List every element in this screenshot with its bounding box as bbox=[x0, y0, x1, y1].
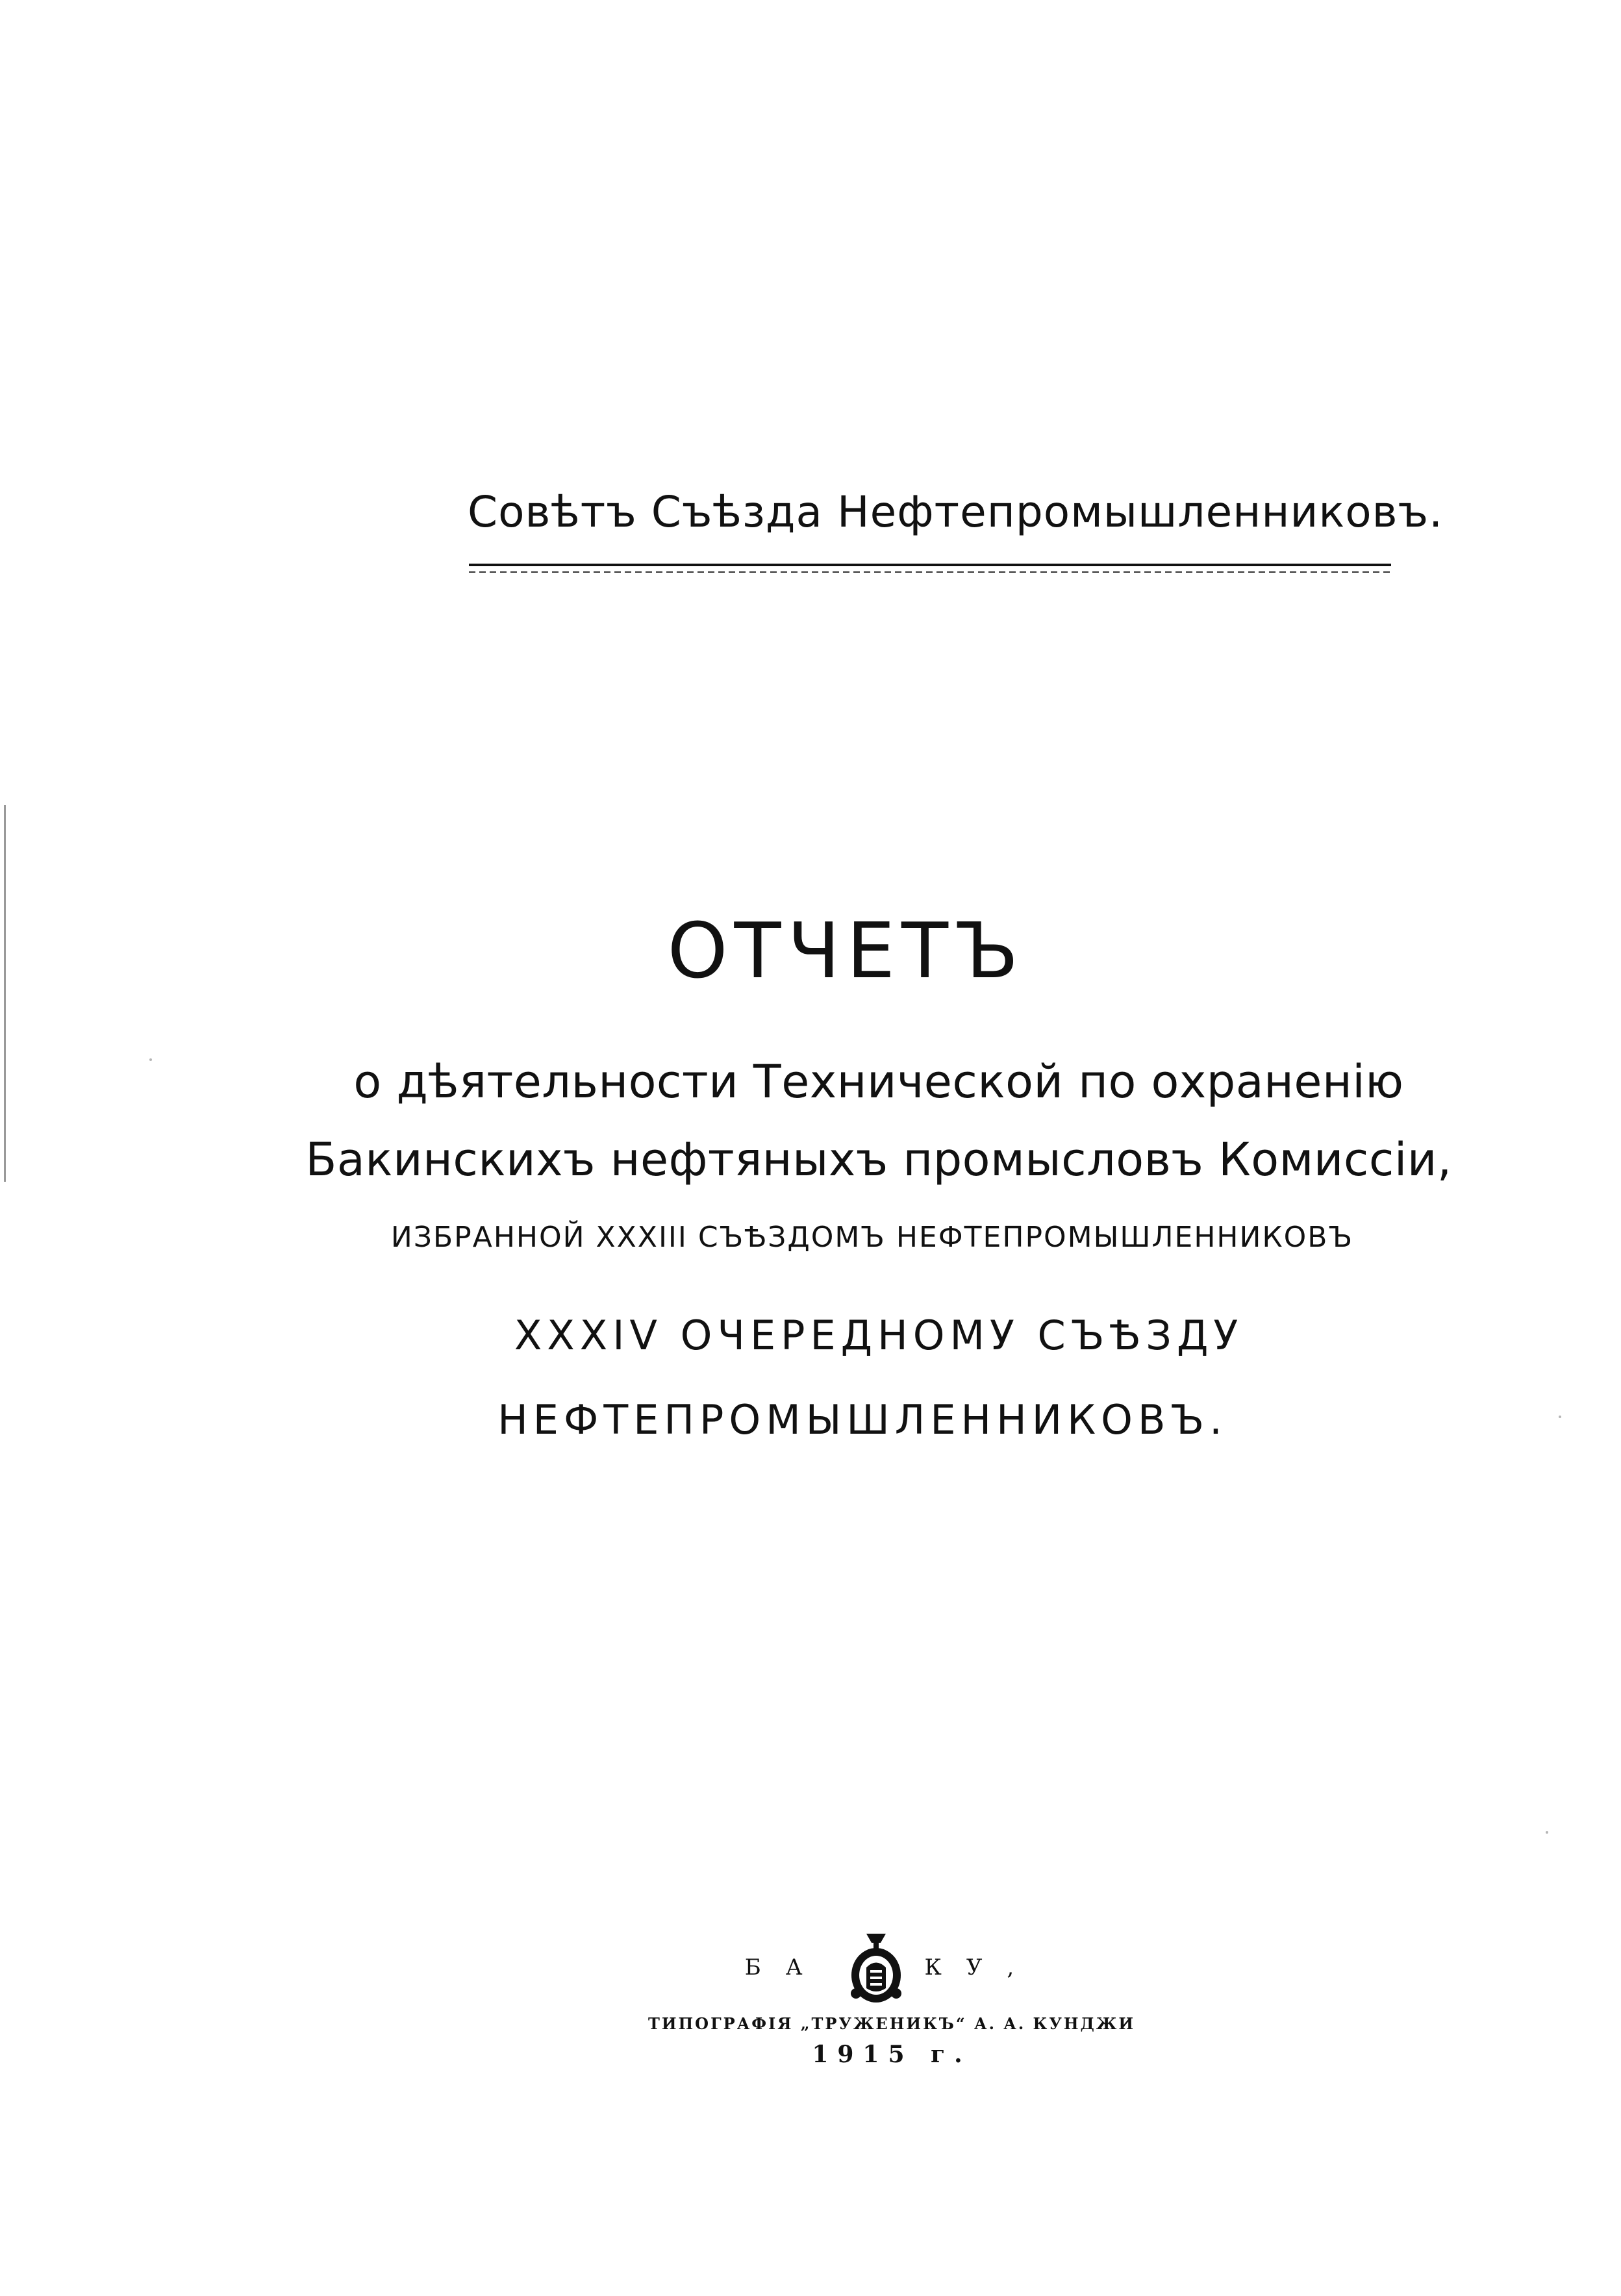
city-left: БА bbox=[744, 1954, 827, 1980]
imprint-block bbox=[0, 1922, 1621, 2068]
printer-name: ТИПОГРАФІЯ „ТРУЖЕНИКЪ“ А. А. КУНДЖИ bbox=[647, 2014, 1136, 2033]
report-heading: ОТЧЕТЪ bbox=[667, 906, 1025, 995]
council-rule-dashed bbox=[469, 571, 1391, 573]
publication-year: 1915 г. bbox=[812, 2041, 972, 2068]
addressee-line-1: XXXIV ОЧЕРЕДНОМУ СЪѢЗДУ bbox=[514, 1312, 1244, 1359]
council-name: Совѣтъ Съѣзда Нефтепромышленниковъ. bbox=[468, 487, 1444, 537]
city-right: КУ, bbox=[924, 1954, 1039, 1980]
subtitle-line-3: ИЗБРАННОЙ XXXIII СЪѢЗДОМЪ НЕФТЕПРОМЫШЛЕННИКОВЪ bbox=[390, 1221, 1354, 1254]
emblem-icon bbox=[847, 1928, 905, 2006]
addressee-line-2: НЕФТЕПРОМЫШЛЕННИКОВЪ. bbox=[497, 1396, 1227, 1443]
scan-speck bbox=[1546, 1831, 1548, 1834]
subtitle-line-1: о дѣятельности Технической по охраненію bbox=[353, 1055, 1404, 1108]
subtitle-line-2: Бакинскихъ нефтяныхъ промысловъ Комиссіи, bbox=[305, 1133, 1452, 1186]
council-rule-solid bbox=[469, 564, 1391, 566]
city-row bbox=[162, 1922, 1621, 2013]
